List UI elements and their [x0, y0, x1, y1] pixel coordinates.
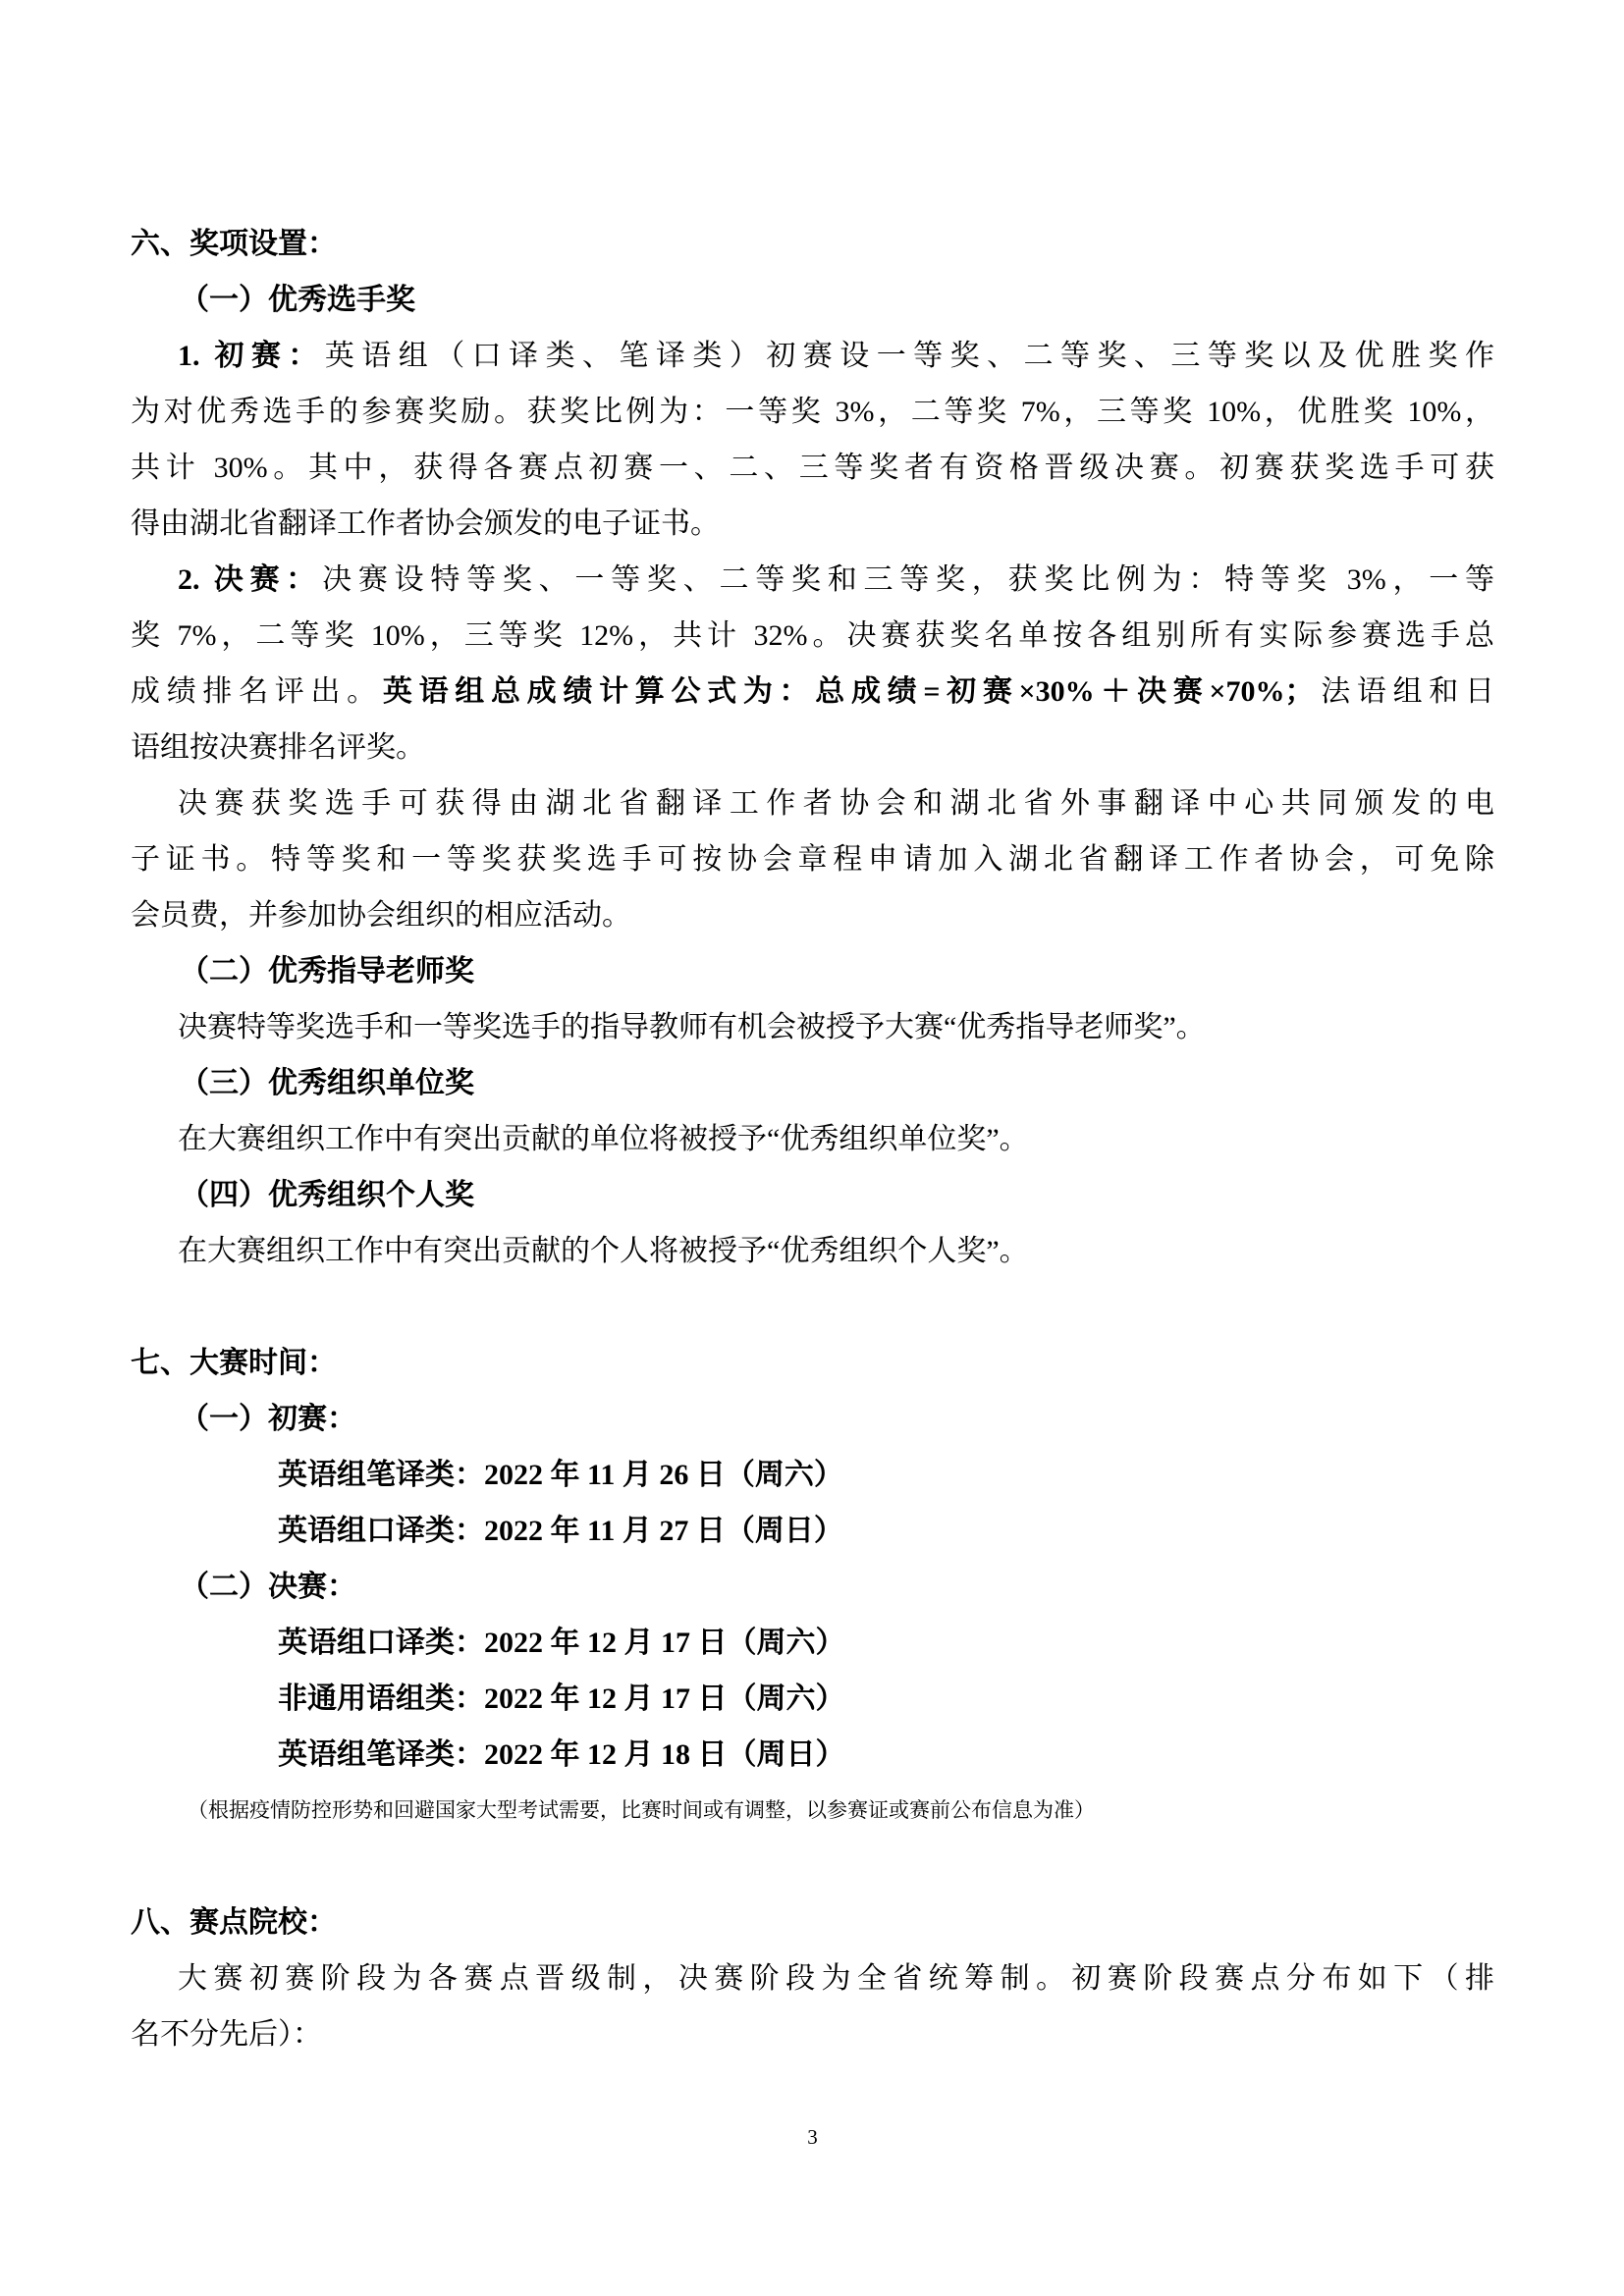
text-segment: 英语组笔译类：2022 年 12 月 18 日（周日） [278, 1738, 845, 1771]
text-segment: （根据疫情防控形势和回避国家大型考试需要，比赛时间或有调整，以参赛证或赛前公布信息为准） [188, 1798, 1095, 1822]
paragraph-line [131, 664, 1494, 720]
text-segment: 语组按决赛排名评奖。 [131, 731, 425, 764]
text-segment: 八、赛点院校： [131, 1906, 337, 1939]
text-segment: 决赛获奖选手可获得由湖北省翻译工作者协会和湖北省外事翻译中心共同颁发的电 [178, 787, 1494, 820]
text-segment: 会员费，并参加协会组织的相应活动。 [131, 899, 631, 932]
text-segment: 英语组口译类：2022 年 12 月 17 日（周六） [278, 1627, 845, 1659]
section-heading [131, 1335, 1494, 1391]
text-segment: 为对优秀选手的参赛奖励。获奖比例为：一等奖 3%，二等奖 7%，三等奖 10%，优胜奖 10%， [131, 396, 1494, 428]
paragraph-line [131, 2006, 1494, 2062]
paragraph-line [131, 440, 1494, 496]
text-segment: 子证书。特等奖和一等奖获奖选手可按协会章程申请加入湖北省翻译工作者协会，可免除 [131, 843, 1494, 876]
subsection-heading [131, 943, 1494, 999]
text-segment: 在大赛组织工作中有突出贡献的单位将被授予“优秀组织单位奖”。 [178, 1123, 1029, 1155]
subsection-heading [131, 1167, 1494, 1223]
text-segment: （三）优秀组织单位奖 [180, 1067, 474, 1099]
text-segment: 共计 30%。其中，获得各赛点初赛一、二、三等奖者有资格晋级决赛。初赛获奖选手可获 [131, 452, 1494, 484]
text-segment: 七、大赛时间： [131, 1347, 337, 1379]
spacer [131, 1839, 1494, 1895]
document-body [131, 216, 1494, 2062]
text-segment: 法语组和日 [1314, 675, 1495, 708]
schedule-item [131, 1447, 1494, 1503]
page-number: 3 [807, 2125, 818, 2149]
subsection-heading [131, 272, 1494, 328]
schedule-note [131, 1783, 1494, 1839]
text-segment: 成绩排名评出。 [131, 675, 383, 708]
text-segment: 得由湖北省翻译工作者协会颁发的电子证书。 [131, 507, 720, 540]
schedule-item [131, 1615, 1494, 1671]
spacer [131, 1279, 1494, 1335]
text-segment: 决赛特等奖选手和一等奖选手的指导教师有机会被授予大赛“优秀指导老师奖”。 [178, 1011, 1206, 1043]
text-segment: 大赛初赛阶段为各赛点晋级制，决赛阶段为全省统筹制。初赛阶段赛点分布如下（排 [178, 1962, 1494, 1995]
text-segment: （一）优秀选手奖 [180, 284, 415, 316]
text-segment: （二）决赛： [180, 1571, 356, 1603]
paragraph-line [131, 1223, 1494, 1279]
text-segment: 在大赛组织工作中有突出贡献的个人将被授予“优秀组织个人奖”。 [178, 1235, 1029, 1267]
schedule-item [131, 1671, 1494, 1727]
text-segment: 六、奖项设置： [131, 228, 337, 260]
text-segment: 2. 决赛： [178, 563, 323, 596]
subsection-heading [131, 1559, 1494, 1615]
schedule-item [131, 1727, 1494, 1783]
text-segment: （二）优秀指导老师奖 [180, 955, 474, 988]
schedule-item [131, 1503, 1494, 1559]
text-segment: 英语组总成绩计算公式为：总成绩=初赛×30%＋决赛×70%； [382, 675, 1315, 708]
paragraph-line [131, 1950, 1494, 2006]
text-segment: 英语组笔译类：2022 年 11 月 26 日（周六） [278, 1459, 843, 1491]
subsection-heading [131, 1055, 1494, 1111]
text-segment: （四）优秀组织个人奖 [180, 1179, 474, 1211]
paragraph-line [131, 720, 1494, 775]
text-segment: 英语组口译类：2022 年 11 月 27 日（周日） [278, 1515, 843, 1547]
paragraph-line [131, 887, 1494, 943]
subsection-heading [131, 1391, 1494, 1447]
text-segment: 决赛设特等奖、一等奖、二等奖和三等奖，获奖比例为：特等奖 3%，一等 [322, 563, 1494, 596]
paragraph-line [131, 608, 1494, 664]
paragraph-line [131, 384, 1494, 440]
section-heading [131, 216, 1494, 272]
paragraph-line [131, 831, 1494, 887]
paragraph-line [131, 1111, 1494, 1167]
text-segment: 英语组（口译类、笔译类）初赛设一等奖、二等奖、三等奖以及优胜奖作 [324, 340, 1495, 372]
paragraph-line [131, 328, 1494, 384]
paragraph-line [131, 552, 1494, 608]
text-segment: 1. 初赛： [178, 340, 325, 372]
section-heading [131, 1895, 1494, 1950]
text-segment: （一）初赛： [180, 1403, 356, 1435]
paragraph-line [131, 496, 1494, 552]
text-segment: 奖 7%，二等奖 10%，三等奖 12%，共计 32%。决赛获奖名单按各组别所有实际参赛选手总 [131, 619, 1494, 652]
paragraph-line [131, 999, 1494, 1055]
text-segment: 非通用语组类：2022 年 12 月 17 日（周六） [278, 1682, 845, 1715]
text-segment: 名不分先后）： [131, 2018, 322, 2051]
paragraph-line [131, 775, 1494, 831]
